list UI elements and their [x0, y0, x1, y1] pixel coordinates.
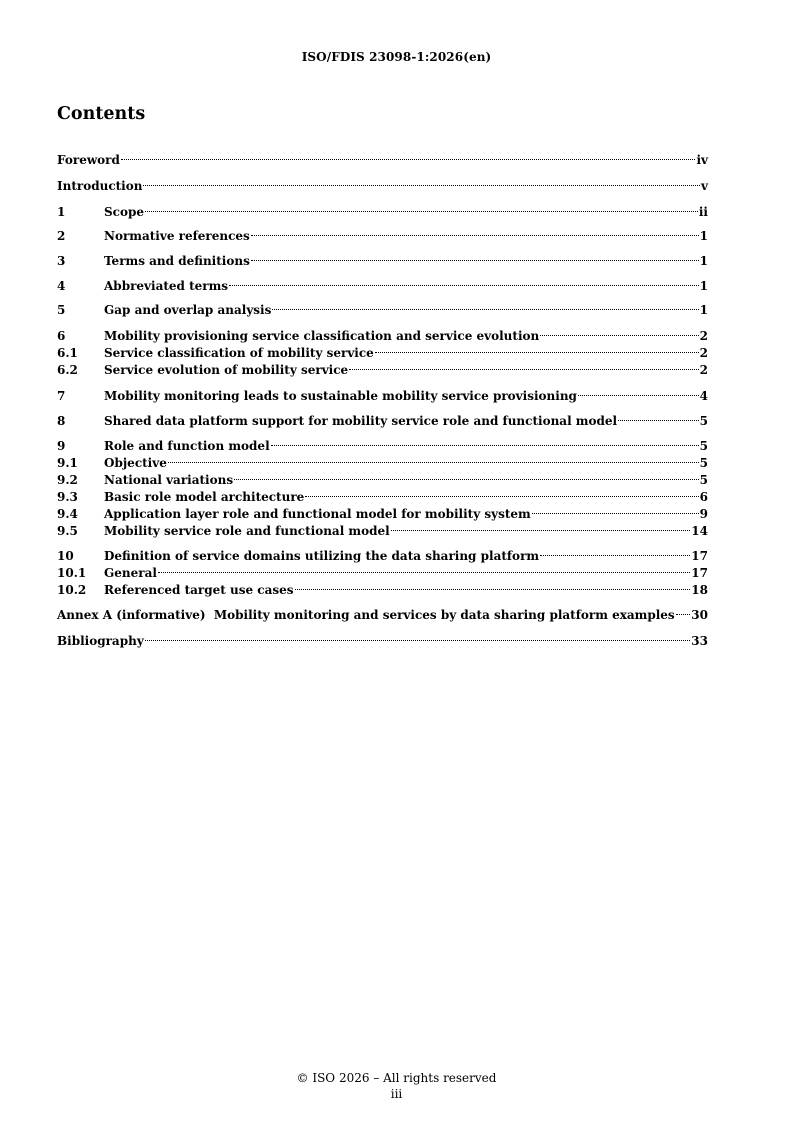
- toc-entry-number: 6.2: [57, 363, 78, 377]
- toc-entry-page: 6: [699, 490, 708, 504]
- dot-leader: [578, 384, 699, 400]
- toc-entry-annex-a[interactable]: [57, 603, 708, 622]
- toc-entry-title: Service evolution of mobility service: [104, 363, 349, 377]
- dot-leader: [618, 409, 699, 425]
- dot-leader: [349, 358, 698, 374]
- toc-entry-page: v: [701, 179, 708, 193]
- toc-entry-title: Abbreviated terms: [104, 279, 229, 293]
- toc-entry-9-3[interactable]: [57, 485, 708, 504]
- toc-entry-9-5[interactable]: [57, 519, 708, 538]
- toc-entry-title: Mobility monitoring leads to sustainable mobility service provisioning: [104, 389, 577, 403]
- toc-entry-7[interactable]: [57, 384, 708, 403]
- toc-entry-page: 1: [699, 254, 708, 268]
- dot-leader: [145, 200, 698, 216]
- toc-entry-title: Gap and overlap analysis: [104, 303, 272, 317]
- toc-entry-title: Mobility provisioning service classification and service evolution: [104, 329, 540, 343]
- dot-leader: [251, 249, 699, 265]
- toc-entry-title: Annex A (informative) Mobility monitoring and services by data sharing platform examples: [57, 608, 675, 622]
- toc-entry-10-2[interactable]: [57, 578, 708, 597]
- toc-entry-1[interactable]: [57, 200, 708, 219]
- dot-leader: [375, 341, 699, 357]
- toc-entry-number: 10.1: [57, 566, 87, 580]
- toc-entry-page: 4: [699, 389, 708, 403]
- toc-entry-8[interactable]: [57, 409, 708, 428]
- toc-entry-title: Scope: [104, 205, 145, 219]
- toc-entry-number: 2: [57, 229, 66, 243]
- toc-entry-page: 30: [691, 608, 708, 622]
- toc-entry-number: 9.4: [57, 507, 78, 521]
- dot-leader: [295, 578, 691, 594]
- dot-leader: [158, 561, 690, 577]
- toc-entry-page: 2: [699, 329, 708, 343]
- dot-leader: [168, 451, 699, 467]
- dot-leader: [676, 603, 691, 619]
- dot-leader: [234, 468, 699, 484]
- toc-entry-page: 33: [691, 634, 708, 648]
- toc-entry-number: 4: [57, 279, 66, 293]
- dot-leader: [272, 298, 698, 314]
- toc-entry-page: 5: [699, 439, 708, 453]
- toc-entry-number: 5: [57, 303, 66, 317]
- dot-leader: [145, 629, 691, 645]
- dot-leader: [251, 224, 699, 240]
- toc-entry-number: 7: [57, 389, 66, 403]
- toc-entry-title: Role and function model: [104, 439, 270, 453]
- toc-entry-title: General: [104, 566, 157, 580]
- toc-entry-page: 2: [699, 346, 708, 360]
- toc-entry-page: iv: [696, 153, 708, 167]
- toc-entry-title: Normative references: [104, 229, 250, 243]
- dot-leader: [540, 324, 698, 340]
- toc-entry-page: 9: [699, 507, 708, 521]
- toc-entry-number: 6: [57, 329, 66, 343]
- toc-entry-page: 1: [699, 279, 708, 293]
- toc-entry-2[interactable]: [57, 224, 708, 243]
- toc-entry-title: Bibliography: [57, 634, 144, 648]
- toc-entry-title: Objective: [104, 456, 167, 470]
- dot-leader: [532, 502, 699, 518]
- toc-entry-title: Definition of service domains utilizing the data sharing platform: [104, 549, 540, 563]
- toc-entry-title: Referenced target use cases: [104, 583, 294, 597]
- toc-entry-page: 1: [699, 229, 708, 243]
- dot-leader: [271, 434, 699, 450]
- toc-entry-page: 17: [691, 549, 708, 563]
- toc-entry-page: 1: [699, 303, 708, 317]
- toc-entry-6-2[interactable]: [57, 358, 708, 377]
- dot-leader: [305, 485, 698, 501]
- toc-entry-page: 14: [691, 524, 708, 538]
- toc-entry-5[interactable]: [57, 298, 708, 317]
- toc-entry-number: 9.1: [57, 456, 78, 470]
- toc-entry-page: 5: [699, 473, 708, 487]
- toc-entry-title: Foreword: [57, 153, 120, 167]
- toc-entry-9-2[interactable]: [57, 468, 708, 487]
- toc-entry-title: Service classification of mobility service: [104, 346, 374, 360]
- toc-entry-9-1[interactable]: [57, 451, 708, 470]
- toc-entry-10[interactable]: [57, 544, 708, 563]
- toc-entry-title: Mobility service role and functional model: [104, 524, 390, 538]
- toc-entry-9-4[interactable]: [57, 502, 708, 521]
- toc-entry-page: 5: [699, 456, 708, 470]
- dot-leader: [143, 174, 700, 190]
- toc-entry-number: 9.3: [57, 490, 78, 504]
- toc-entry-page: 5: [699, 414, 708, 428]
- toc-entry-number: 3: [57, 254, 66, 268]
- toc-entry-number: 10: [57, 549, 74, 563]
- toc-entry-number: 9.2: [57, 473, 78, 487]
- toc-entry-bibliography[interactable]: [57, 629, 708, 648]
- toc-entry-title: Terms and definitions: [104, 254, 250, 268]
- toc-entry-foreword[interactable]: [57, 148, 708, 167]
- page-number: iii: [390, 1087, 403, 1101]
- toc-entry-title: Basic role model architecture: [104, 490, 305, 504]
- toc-entry-number: 9: [57, 439, 66, 453]
- toc-entry-6-1[interactable]: [57, 341, 708, 360]
- toc-entry-page: 18: [691, 583, 708, 597]
- dot-leader: [121, 148, 696, 164]
- toc-entry-title: National variations: [104, 473, 234, 487]
- toc-entry-number: 10.2: [57, 583, 87, 597]
- toc-entry-introduction[interactable]: [57, 174, 708, 193]
- toc-entry-number: 9.5: [57, 524, 78, 538]
- toc-entry-title: Introduction: [57, 179, 143, 193]
- toc-entry-6[interactable]: [57, 324, 708, 343]
- toc-entry-title: Shared data platform support for mobility service role and functional model: [104, 414, 618, 428]
- toc-entry-page: 17: [691, 566, 708, 580]
- toc-entry-title: Application layer role and functional model for mobility system: [104, 507, 531, 521]
- toc-entry-9[interactable]: [57, 434, 708, 453]
- toc-entry-number: 6.1: [57, 346, 78, 360]
- toc-entry-3[interactable]: [57, 249, 708, 268]
- toc-entry-4[interactable]: [57, 274, 708, 293]
- toc-entry-number: 8: [57, 414, 66, 428]
- contents-heading: Contents: [57, 104, 146, 124]
- copyright-notice: © ISO 2026 – All rights reserved: [296, 1071, 497, 1085]
- document-header: ISO/FDIS 23098-1:2026(en): [301, 50, 492, 64]
- toc-entry-page: ii: [698, 205, 708, 219]
- toc-entry-10-1[interactable]: [57, 561, 708, 580]
- toc-entry-number: 1: [57, 205, 66, 219]
- toc-entry-page: 2: [699, 363, 708, 377]
- dot-leader: [229, 274, 699, 290]
- dot-leader: [540, 544, 690, 560]
- dot-leader: [391, 519, 691, 535]
